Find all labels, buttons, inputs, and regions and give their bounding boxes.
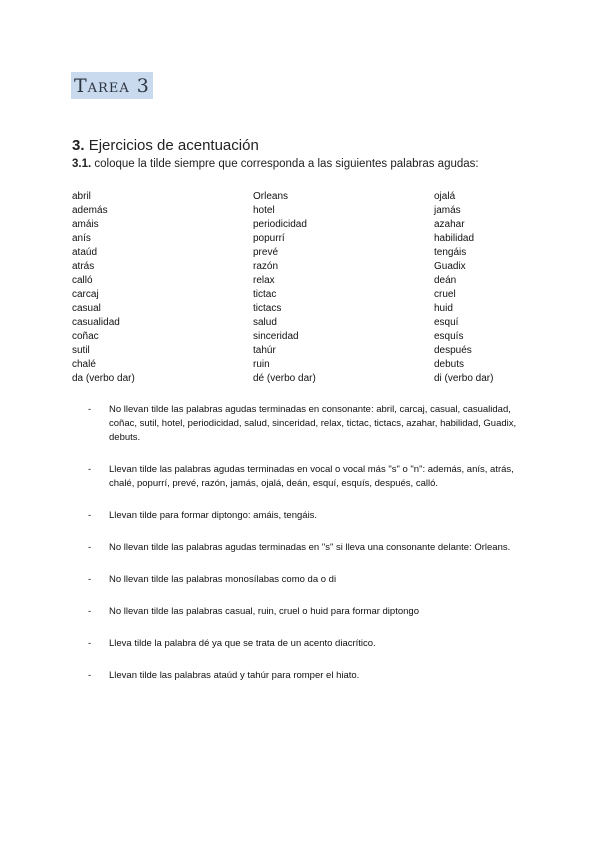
word-item: ruin — [253, 359, 270, 370]
word-item: casualidad — [72, 317, 120, 328]
word-item: huid — [434, 303, 453, 314]
title-block — [71, 72, 153, 99]
word-item: esquís — [434, 331, 464, 342]
subsection-number: 3.1. — [72, 158, 92, 170]
word-item: carcaj — [72, 289, 99, 300]
word-item: Orleans — [253, 191, 289, 202]
word-item: sinceridad — [253, 331, 299, 342]
word-item: prevé — [253, 247, 279, 258]
word-item: tictac — [253, 289, 277, 300]
section-text: Ejercicios de acentuación — [88, 137, 259, 154]
word-item: popurrí — [253, 233, 285, 244]
word-item: razón — [253, 261, 279, 272]
word-item: esquí — [434, 317, 459, 328]
word-column-3 — [434, 190, 493, 386]
word-item: jamás — [434, 205, 461, 216]
word-item: anís — [72, 233, 91, 244]
rule-text: No llevan tilde las palabras agudas terminadas en consonante: abril, carcaj, casual, casualidad, coñac, sutil, hotel, periodicidad, salud, sinceridad, relax, tictac, tictacs, azahar, habilidad, Guadix, debuts. — [109, 404, 517, 443]
word-item: además — [72, 205, 108, 216]
word-item: tengáis — [434, 247, 467, 258]
word-item: después — [434, 345, 472, 356]
word-item: hotel — [253, 205, 275, 216]
word-item: periodicidad — [253, 219, 307, 230]
word-item: azahar — [434, 219, 465, 230]
rule-item — [88, 637, 518, 651]
word-item: salud — [253, 317, 277, 328]
bullet-dash: - — [88, 670, 92, 681]
section-heading — [72, 137, 259, 154]
word-item: tictacs — [253, 303, 282, 314]
word-item: tahúr — [253, 345, 276, 356]
word-item: relax — [253, 275, 275, 286]
word-item: dé (verbo dar) — [253, 373, 316, 384]
rule-text: No llevan tilde las palabras monosílabas como da o di — [109, 574, 337, 585]
subsection-text: coloque la tilde siempre que corresponda a las siguientes palabras agudas: — [94, 158, 479, 170]
word-item: chalé — [72, 359, 96, 370]
rule-text: No llevan tilde las palabras agudas terminadas en "s" si lleva una consonante delante: Orleans. — [109, 542, 511, 553]
rule-item — [88, 403, 518, 445]
rule-text: Llevan tilde las palabras agudas terminadas en vocal o vocal más "s" o "n": además, anís, atrás, chalé, popurrí, prevé, razón, jamás, ojalá, deán, esquí, esquís, después, calló. — [109, 464, 514, 489]
page-title: Tarea 3 — [71, 72, 153, 99]
bullet-dash: - — [88, 606, 92, 617]
rule-item — [88, 669, 518, 683]
word-item: habilidad — [434, 233, 475, 244]
word-item: cruel — [434, 289, 456, 300]
word-column-2 — [253, 190, 316, 386]
rule-item — [88, 573, 518, 587]
rule-item — [88, 463, 518, 491]
subsection-heading — [72, 158, 479, 170]
word-item: casual — [72, 303, 101, 314]
word-item: Guadix — [434, 261, 466, 272]
rule-text: Lleva tilde la palabra dé ya que se trata de un acento diacrítico. — [109, 638, 376, 649]
word-item: coñac — [72, 331, 99, 342]
word-item: ataúd — [72, 247, 98, 258]
word-column-1 — [72, 190, 135, 386]
word-item: abril — [72, 191, 91, 202]
rule-item — [88, 605, 518, 619]
bullet-dash: - — [88, 464, 92, 475]
word-item: calló — [72, 275, 93, 286]
bullet-dash: - — [88, 542, 92, 553]
word-item: atrás — [72, 261, 95, 272]
rule-item — [88, 541, 518, 555]
section-number: 3. — [72, 137, 85, 154]
rule-text: Llevan tilde para formar diptongo: amáis, tengáis. — [109, 510, 318, 521]
rule-text: No llevan tilde las palabras casual, ruin, cruel o huid para formar diptongo — [109, 606, 419, 617]
rule-text: Llevan tilde las palabras ataúd y tahúr para romper el hiato. — [109, 670, 360, 681]
word-item: sutil — [72, 345, 90, 356]
word-item: deán — [434, 275, 457, 286]
bullet-dash: - — [88, 404, 92, 415]
bullet-dash: - — [88, 638, 92, 649]
word-item: amáis — [72, 219, 99, 230]
rules-list — [88, 403, 518, 683]
bullet-dash: - — [88, 510, 92, 521]
word-item: di (verbo dar) — [434, 373, 494, 384]
bullet-dash: - — [88, 574, 92, 585]
rule-item — [88, 509, 518, 523]
word-item: debuts — [434, 359, 465, 370]
word-item: ojalá — [434, 191, 456, 202]
word-item: da (verbo dar) — [72, 373, 135, 384]
